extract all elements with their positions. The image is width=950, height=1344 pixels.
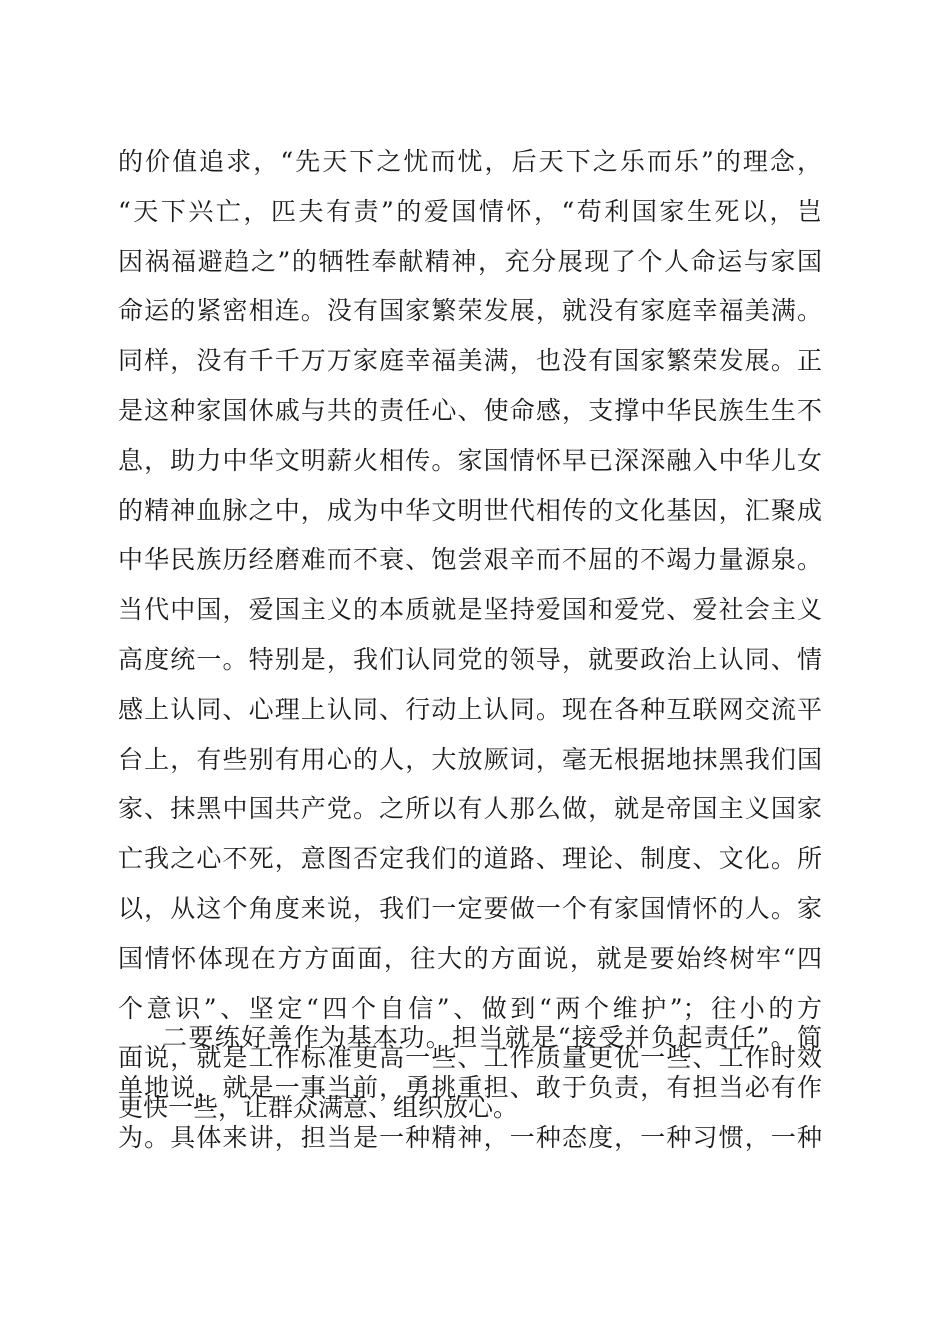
paragraph-continued (118, 137, 822, 1133)
text-line: 国情怀体现在方方面面，往大的方面说，就是要始终树牢“四 (118, 943, 822, 973)
text-line: 更快一些，让群众满意、组织放心。 (118, 1093, 519, 1123)
text-line: 息，助力中华文明薪火相传。家国情怀早已深深融入中华儿女 (118, 445, 822, 475)
text-line: 命运的紧密相连。没有国家繁荣发展，就没有家庭幸福美满。 (118, 296, 822, 326)
text-line: 单地说，就是一事当前，勇挑重担、敢于负责，有担当必有作 (118, 1072, 822, 1102)
text-line: 同样，没有千千万万家庭幸福美满，也没有国家繁荣发展。正 (118, 346, 822, 376)
text-line: 的精神血脉之中，成为中华文明世代相传的文化基因，汇聚成 (118, 495, 822, 525)
text-line: 以，从这个角度来说，我们一定要做一个有家国情怀的人。家 (118, 893, 822, 923)
text-line: 亡我之心不死，意图否定我们的道路、理论、制度、文化。所 (118, 844, 822, 874)
text-line: 家、抹黑中国共产党。之所以有人那么做，就是帝国主义国家 (118, 794, 822, 824)
text-line: 为。具体来讲，担当是一种精神，一种态度，一种习惯，一种 (118, 1122, 822, 1152)
text-line: 二要练好善作为基本功。担当就是“接受并负起责任”。简 (162, 1023, 822, 1052)
text-line: 的价值追求，“先天下之忧而忧，后天下之乐而乐”的理念， (118, 147, 822, 176)
text-line: 是这种家国休戚与共的责任心、使命感，支撑中华民族生生不 (118, 395, 822, 425)
text-line: 个意识”、坚定“四个自信”、做到“两个维护”；往小的方 (118, 993, 822, 1023)
text-line: 因祸福避趋之”的牺牲奉献精神，充分展现了个人命运与家国 (118, 246, 822, 276)
text-line: 中华民族历经磨难而不衰、饱尝艰辛而不屈的不竭力量源泉。 (118, 545, 822, 575)
text-line: 台上，有些别有用心的人，大放厥词，毫无根据地抹黑我们国 (118, 744, 822, 774)
text-line: 高度统一。特别是，我们认同党的领导，就要政治上认同、情 (118, 644, 822, 674)
text-line: 面说，就是工作标准更高一些、工作质量更优一些、工作时效 (118, 1043, 822, 1073)
text-line: 感上认同、心理上认同、行动上认同。现在各种互联网交流平 (118, 694, 822, 724)
text-line: 当代中国，爱国主义的本质就是坚持爱国和爱党、爱社会主义 (118, 595, 822, 625)
paragraph-second (118, 1013, 822, 1162)
text-line: “天下兴亡，匹夫有责”的爱国情怀，“苟利国家生死以，岂 (118, 196, 822, 226)
